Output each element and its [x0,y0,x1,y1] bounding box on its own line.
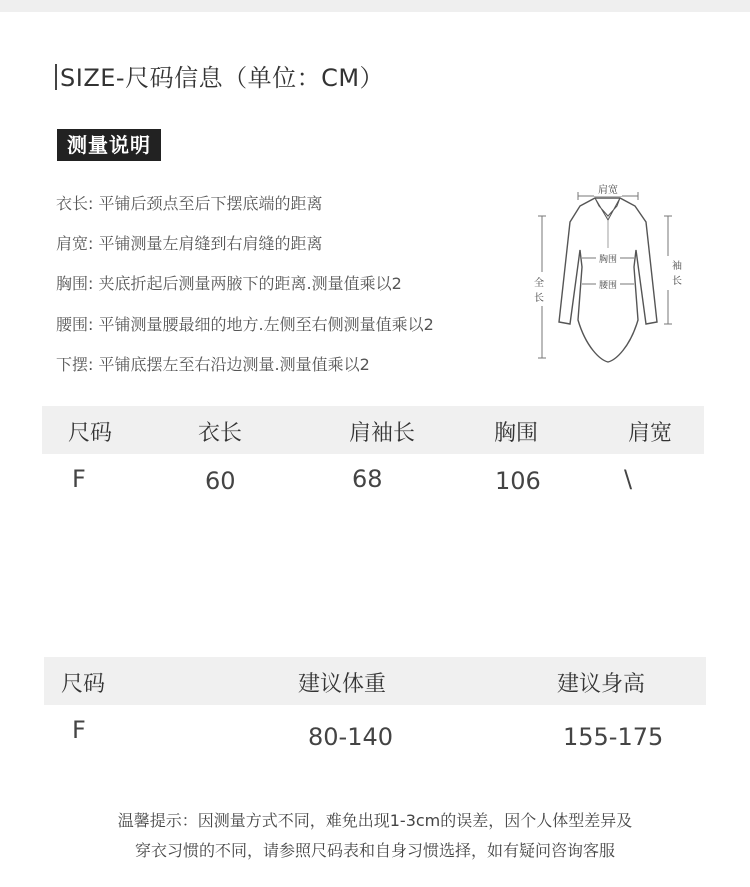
measure-badge: 测量说明 [57,129,161,161]
fit-header-size: 尺码 [61,672,106,697]
chest-label: 胸围 [598,255,618,265]
note-line-1: 温馨提示：因测量方式不同，难免出现1-3cm的误差，因个人体型差异及 [117,811,633,830]
full-length-label-2: 长 [534,293,544,304]
fit-cell-size: F [72,716,86,744]
full-length-label-1: 全 [534,278,544,289]
waist-label: 腰围 [598,281,618,291]
sleeve-label-2: 长 [672,276,682,287]
top-divider [0,0,750,12]
size-header-length: 衣长 [198,421,243,446]
size-header-size: 尺码 [68,421,113,446]
note-line-2: 穿衣习惯的不同，请参照尺码表和自身习惯选择，如有疑问咨询客服 [134,841,615,860]
size-header-chest: 胸围 [494,421,539,446]
size-cell-size: F [72,465,86,493]
size-cell-chest: 106 [495,467,541,495]
shoulder-label: 肩宽 [598,185,618,196]
sleeve-label-1: 袖 [672,261,682,272]
measure-line-hem: 下摆: 平铺底摆左至右沿边测量.测量值乘以2 [56,355,370,374]
page-title [55,58,384,93]
title-bar-mark [55,64,57,90]
size-header-sleeve: 肩袖长 [349,421,416,446]
fit-cell-height: 155-175 [563,723,664,751]
fit-header-height: 建议身高 [557,672,646,697]
page-title-text: SIZE-尺码信息（单位：CM） [60,64,385,92]
measure-line-chest: 胸围: 夹底折起后测量两腋下的距离.测量值乘以2 [56,274,402,293]
size-cell-shoulder: \ [624,465,633,493]
size-header-shoulder: 肩宽 [628,421,673,446]
measure-line-length: 衣长: 平铺后颈点至后下摆底端的距离 [56,194,323,213]
size-cell-sleeve: 68 [352,465,383,493]
measure-line-waist: 腰围: 平铺测量腰最细的地方.左侧至右侧测量值乘以2 [56,315,434,334]
size-cell-length: 60 [205,467,236,495]
fit-header-weight: 建议体重 [298,672,387,697]
measure-line-shoulder: 肩宽: 平铺测量左肩缝到右肩缝的距离 [56,234,323,253]
fit-cell-weight: 80-140 [308,723,394,751]
dress-measure-figure [520,172,695,372]
